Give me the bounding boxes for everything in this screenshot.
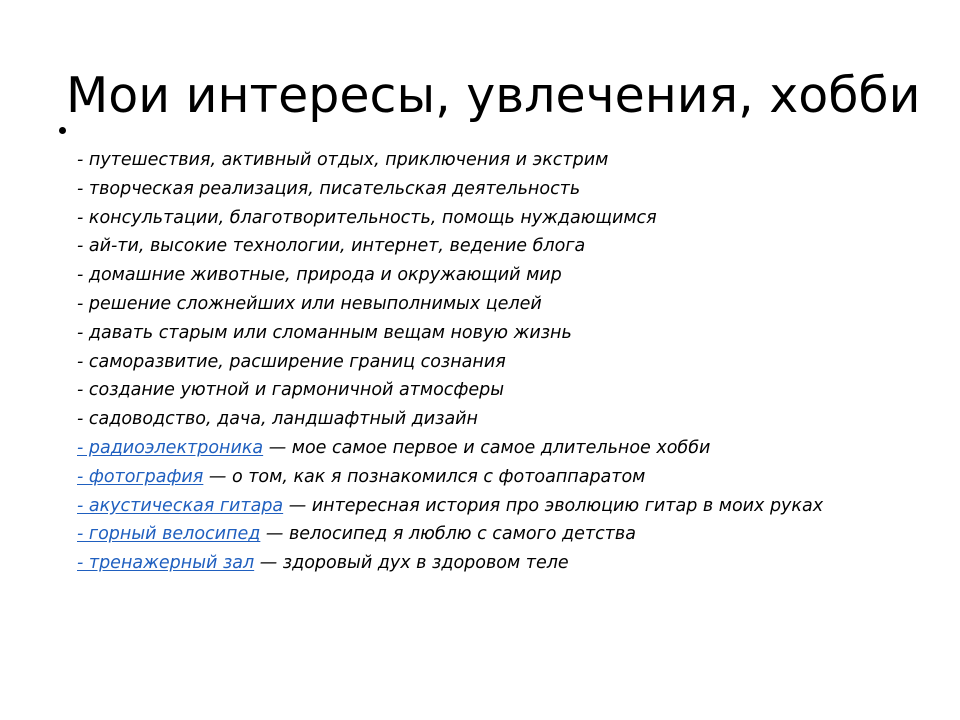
acoustic-guitar-link[interactable]: - акустическая гитара bbox=[77, 495, 284, 516]
list-item: - домашние животные, природа и окружающий мир bbox=[77, 265, 562, 286]
list-item: - путешествия, активный отдых, приключения и экстрим bbox=[77, 150, 609, 170]
list-item: - саморазвитие, расширение границ сознания bbox=[77, 351, 506, 372]
list-item: - ай-ти, высокие технологии, интернет, ведение блога bbox=[77, 236, 586, 257]
mountain-bike-link[interactable]: - горный велосипед bbox=[77, 524, 261, 545]
bullet-dot bbox=[59, 127, 66, 134]
link-description: — здоровый дух в здоровом теле bbox=[254, 553, 569, 574]
list-item: - давать старым или сломанным вещам новую жизнь bbox=[77, 322, 572, 343]
slide-title: Мои интересы, увлечения, хобби bbox=[66, 67, 921, 124]
link-item-photography bbox=[77, 463, 887, 492]
radioelectronics-link[interactable]: - радиоэлектроника bbox=[77, 437, 264, 458]
link-item-mountain-bike bbox=[77, 520, 887, 549]
link-item-gym bbox=[77, 549, 887, 578]
gym-link[interactable]: - тренажерный зал bbox=[77, 553, 255, 574]
interests-list bbox=[77, 146, 887, 578]
list-item: - садоводство, дача, ландшафтный дизайн bbox=[77, 409, 478, 430]
list-item: - творческая реализация, писательская деятельность bbox=[77, 178, 581, 199]
link-description: — велосипед я люблю с самого детства bbox=[260, 524, 636, 545]
list-item: - консультации, благотворительность, помощь нуждающимся bbox=[77, 207, 657, 228]
list-item: - создание уютной и гармоничной атмосферы bbox=[77, 380, 505, 401]
link-description: — интересная история про эволюцию гитар в моих руках bbox=[283, 495, 824, 516]
link-item-radioelectronics bbox=[77, 434, 887, 463]
link-item-acoustic-guitar bbox=[77, 492, 887, 521]
photography-link[interactable]: - фотография bbox=[77, 466, 204, 487]
link-description: — о том, как я познакомился с фотоаппаратом bbox=[203, 466, 646, 487]
list-item: - решение сложнейших или невыполнимых целей bbox=[77, 293, 542, 314]
link-description: — мое самое первое и самое длительное хобби bbox=[263, 437, 711, 458]
